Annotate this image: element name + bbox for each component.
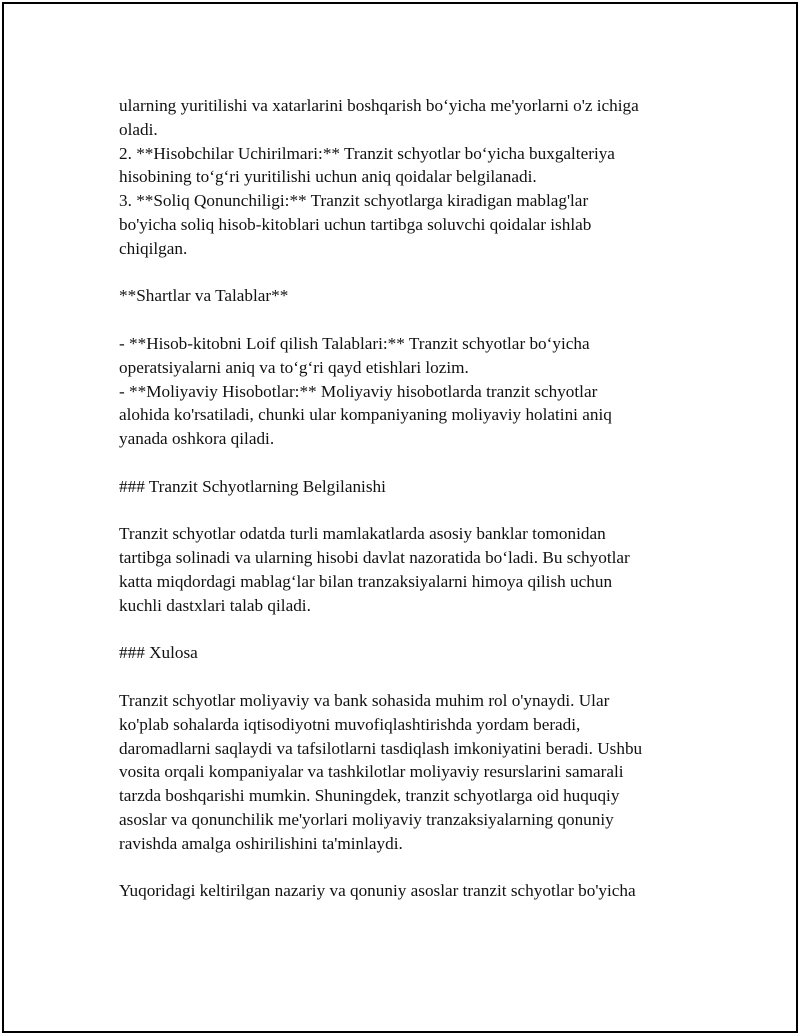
paragraph-spacer — [119, 451, 719, 475]
text-line: alohida ko'rsatiladi, chunki ular kompaniyaning moliyaviy holatini aniq — [119, 405, 612, 425]
text-line: 3. **Soliq Qonunchiligi:** Tranzit schyotlarga kiradigan mablag'lar — [119, 191, 589, 211]
text-line: tartibga solinadi va ularning hisobi davlat nazoratida bo‘ladi. Bu schyotlar — [119, 548, 630, 568]
paragraph-spacer — [119, 618, 719, 642]
text-line: - **Hisob-kitobni Loif qilish Talablari:** Tranzit schyotlar bo‘yicha — [119, 333, 590, 353]
document-page — [2, 2, 798, 1033]
text-line: ko'plab sohalarda iqtisodiyotni muvofiqlashtirishda yordam beradi, — [119, 714, 581, 734]
text-line: daromadlarni saqlaydi va tafsilotlarni tasdiqlash imkoniyatini beradi. Ushbu — [119, 738, 643, 758]
text-line: 2. **Hisobchilar Uchirilmari:** Tranzit schyotlar bo‘yicha buxgalteriya — [119, 143, 615, 163]
paragraph — [119, 332, 719, 451]
text-line: Yuqoridagi keltirilgan nazariy va qonuniy asoslar tranzit schyotlar bo'yicha — [119, 881, 636, 901]
text-line: chiqilgan. — [119, 238, 188, 258]
text-line: bo'yicha soliq hisob-kitoblari uchun tartibga soluvchi qoidalar ishlab — [119, 214, 592, 234]
section-heading — [119, 641, 719, 665]
text-line: vosita orqali kompaniyalar va tashkilotlar moliyaviy resurslarini samarali — [119, 762, 624, 782]
paragraph-spacer — [119, 261, 719, 285]
paragraph-spacer — [119, 856, 719, 880]
section-heading — [119, 284, 719, 308]
text-line: yanada oshkora qiladi. — [119, 429, 275, 449]
text-line: ravishda amalga oshirilishini ta'minlaydi. — [119, 833, 403, 853]
text-line: **Shartlar va Talablar** — [119, 286, 289, 306]
text-line: Tranzit schyotlar odatda turli mamlakatlarda asosiy banklar tomonidan — [119, 524, 606, 544]
text-line: operatsiyalarni aniq va to‘g‘ri qayd etishlari lozim. — [119, 357, 469, 377]
text-line: - **Moliyaviy Hisobotlar:** Moliyaviy hisobotlarda tranzit schyotlar — [119, 381, 598, 401]
text-line: ### Tranzit Schyotlarning Belgilanishi — [119, 476, 386, 496]
text-line: hisobining to‘g‘ri yuritilishi uchun aniq qoidalar belgilanadi. — [119, 167, 537, 187]
text-line: oladi. — [119, 119, 158, 139]
paragraph — [119, 879, 719, 903]
paragraph — [119, 689, 719, 856]
paragraph-spacer — [119, 499, 719, 523]
document-body — [119, 94, 719, 903]
text-line: Tranzit schyotlar moliyaviy va bank sohasida muhim rol o'ynaydi. Ular — [119, 690, 610, 710]
paragraph — [119, 522, 719, 617]
paragraph — [119, 94, 719, 261]
paragraph-spacer — [119, 308, 719, 332]
section-heading — [119, 475, 719, 499]
text-line: katta miqdordagi mablag‘lar bilan tranzaksiyalarni himoya qilish uchun — [119, 571, 613, 591]
text-line: ularning yuritilishi va xatarlarini boshqarish bo‘yicha me'yorlarni o'z ichiga — [119, 96, 639, 115]
text-line: asoslar va qonunchilik me'yorlari moliyaviy tranzaksiyalarning qonuniy — [119, 809, 614, 829]
text-line: tarzda boshqarishi mumkin. Shuningdek, tranzit schyotlarga oid huquqiy — [119, 786, 620, 806]
paragraph-spacer — [119, 665, 719, 689]
text-line: ### Xulosa — [119, 643, 198, 663]
text-line: kuchli dastxlari talab qiladi. — [119, 595, 311, 615]
